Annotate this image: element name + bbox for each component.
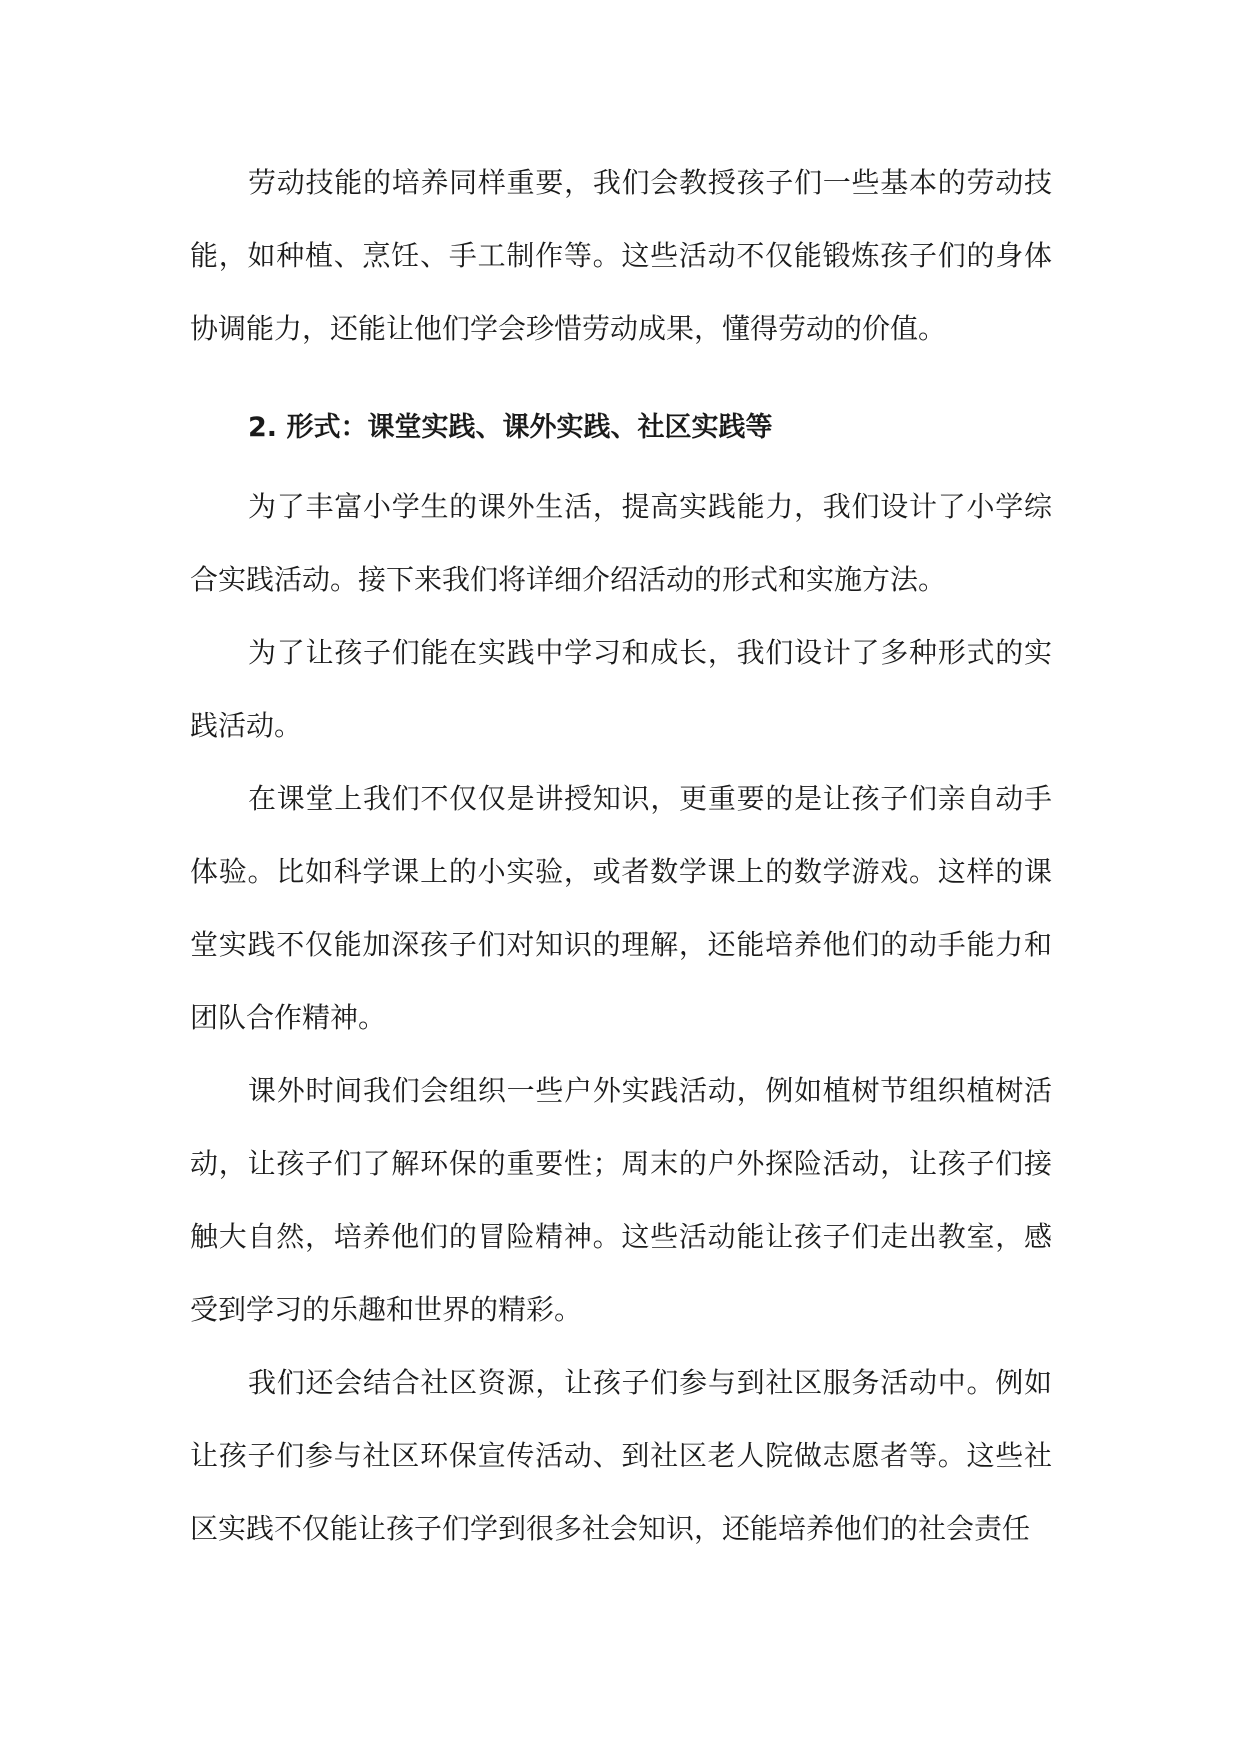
paragraph-community-practice: 我们还会结合社区资源，让孩子们参与到社区服务活动中。例如让孩子们参与社区环保宣传活动、到社区老人院做志愿者等。这些社区实践不仅能让孩子们学到很多社会知识，还能培养他们的社会责任 <box>190 1366 1052 1545</box>
paragraph-intro: 为了丰富小学生的课外生活，提高实践能力，我们设计了小学综合实践活动。接下来我们将详细介绍活动的形式和实施方法。 <box>190 490 1052 596</box>
paragraph-outdoor-practice: 课外时间我们会组织一些户外实践活动，例如植树节组织植树活动，让孩子们了解环保的重要性；周末的户外探险活动，让孩子们接触大自然，培养他们的冒险精神。这些活动能让孩子们走出教室，感受到学习的乐趣和世界的精彩。 <box>190 1074 1052 1326</box>
paragraph-classroom-practice: 在课堂上我们不仅仅是讲授知识，更重要的是让孩子们亲自动手体验。比如科学课上的小实验，或者数学课上的数学游戏。这样的课堂实践不仅能加深孩子们对知识的理解，还能培养他们的动手能力和团队合作精神。 <box>190 782 1052 1034</box>
section-heading: 2. 形式：课堂实践、课外实践、社区实践等 <box>248 412 773 443</box>
document-body <box>190 146 1052 1565</box>
paragraph-forms: 为了让孩子们能在实践中学习和成长，我们设计了多种形式的实践活动。 <box>190 636 1052 742</box>
paragraph-labor-skills: 劳动技能的培养同样重要，我们会教授孩子们一些基本的劳动技能，如种植、烹饪、手工制作等。这些活动不仅能锻炼孩子们的身体协调能力，还能让他们学会珍惜劳动成果，懂得劳动的价值。 <box>190 166 1052 345</box>
